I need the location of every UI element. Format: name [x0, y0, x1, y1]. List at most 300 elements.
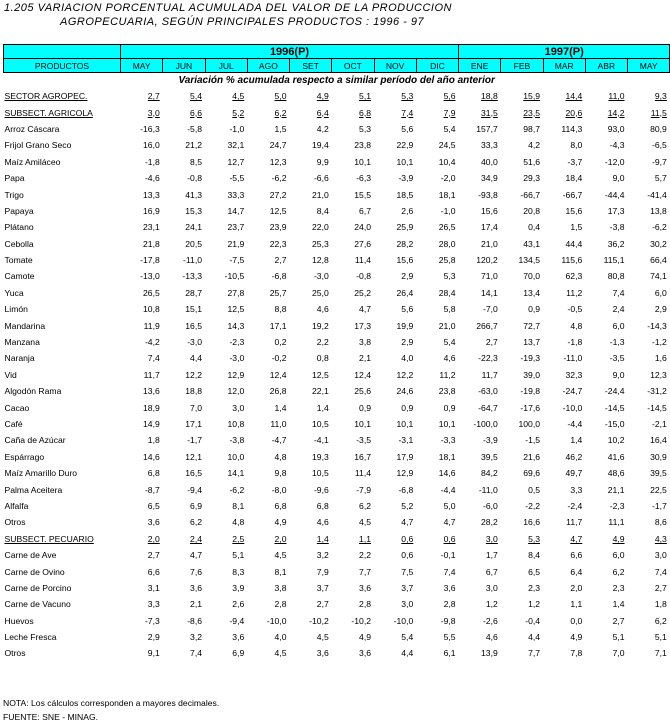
value-cell: -17,8	[140, 255, 160, 266]
value-cell: 24,6	[396, 386, 414, 397]
value-cell: 6,0	[612, 550, 625, 561]
value-cell: 15,5	[354, 189, 371, 200]
value-cell: 0,9	[528, 304, 541, 315]
value-cell: 2,7	[654, 582, 667, 593]
value-cell: 7,7	[528, 648, 541, 659]
value-cell: -1,0	[440, 205, 456, 216]
value-cell: 12,5	[269, 205, 287, 216]
row-label: Cebolla	[4, 238, 34, 249]
value-cell: 16,5	[185, 320, 202, 331]
value-cell: 12,8	[312, 255, 329, 266]
value-cell: 5,6	[443, 91, 456, 102]
table-row	[4, 383, 670, 399]
value-cell: 24,5	[438, 140, 456, 151]
value-cell: 16,9	[143, 205, 160, 216]
row-label: Plátano	[4, 222, 34, 233]
value-cell: 4,7	[570, 533, 583, 544]
month-header: JUL	[205, 59, 247, 73]
value-cell: -1,3	[609, 337, 625, 348]
value-cell: 0,8	[316, 353, 329, 364]
value-cell: 4,5	[359, 517, 371, 528]
value-cell: -11,0	[563, 353, 583, 364]
value-cell: 3,6	[316, 648, 329, 659]
value-cell: 14,6	[143, 451, 160, 462]
value-cell: 16,6	[523, 517, 541, 528]
value-cell: 7,0	[612, 648, 625, 659]
value-cell: 3,2	[316, 550, 329, 561]
table-row	[4, 563, 670, 579]
value-cell: 84,2	[481, 468, 498, 479]
month-header: SET	[290, 59, 332, 73]
value-cell: 21,8	[143, 238, 160, 249]
table-row	[4, 613, 670, 629]
value-cell: 13,6	[143, 386, 160, 397]
month-header: DIC	[416, 59, 458, 73]
value-cell: -66,7	[562, 189, 583, 200]
value-cell: 12,9	[227, 369, 245, 380]
value-cell: 66,4	[650, 255, 667, 266]
row-label: Caña de Azúcar	[4, 435, 66, 446]
row-label: Mandarina	[4, 320, 46, 331]
value-cell: 8,6	[654, 517, 667, 528]
value-cell: 4,0	[401, 353, 414, 364]
value-cell: 4,5	[316, 632, 329, 643]
value-cell: -6,8	[271, 271, 287, 282]
value-cell: 2,3	[528, 582, 541, 593]
value-cell: -6,3	[356, 173, 371, 184]
value-cell: 3,8	[274, 582, 287, 593]
value-cell: -2,3	[229, 337, 245, 348]
value-cell: 5,4	[401, 632, 414, 643]
value-cell: 70,0	[523, 271, 541, 282]
value-cell: 115,1	[603, 255, 625, 266]
value-cell: 3,0	[401, 599, 414, 610]
value-cell: 17,9	[396, 451, 414, 462]
table-source: FUENTE: SNE - MINAG.	[3, 712, 99, 722]
value-cell: -3,7	[567, 156, 583, 167]
table-row	[4, 596, 670, 612]
value-cell: -9,4	[187, 484, 202, 495]
value-cell: 11,5	[650, 107, 667, 118]
value-cell: 4,9	[316, 91, 329, 102]
value-cell: 25,8	[438, 255, 456, 266]
value-cell: 8,5	[190, 156, 202, 167]
value-cell: 4,7	[401, 517, 414, 528]
value-cell: 6,6	[570, 550, 583, 561]
row-label: Carne de Ovino	[4, 566, 65, 577]
value-cell: 4,2	[528, 140, 541, 151]
value-cell: 4,6	[316, 517, 329, 528]
value-cell: -6,8	[398, 484, 414, 495]
value-cell: 3,0	[147, 107, 160, 118]
value-cell: 115,6	[561, 255, 583, 266]
month-header: JUN	[163, 59, 205, 73]
value-cell: 6,4	[316, 107, 329, 118]
value-cell: 10,0	[227, 451, 245, 462]
value-cell: 10,2	[607, 435, 625, 446]
value-cell: 3,0	[654, 550, 667, 561]
value-cell: 5,5	[443, 632, 456, 643]
value-cell: 23,8	[354, 140, 371, 151]
value-cell: 0,6	[401, 550, 414, 561]
value-cell: 19,3	[312, 451, 329, 462]
value-cell: 14,1	[481, 287, 498, 298]
value-cell: -3,0	[229, 353, 245, 364]
value-cell: 9,0	[612, 369, 625, 380]
row-label: Limón	[4, 304, 28, 315]
row-label: Tomate	[4, 255, 33, 266]
value-cell: 7,4	[190, 648, 202, 659]
section-row	[4, 88, 670, 104]
value-cell: 22,5	[650, 484, 667, 495]
value-cell: -7,5	[229, 255, 245, 266]
value-cell: 46,2	[565, 451, 583, 462]
value-cell: 14,4	[565, 91, 583, 102]
value-cell: 23,8	[438, 386, 456, 397]
value-cell: 10,1	[438, 419, 456, 429]
value-cell: 19,2	[312, 320, 329, 331]
month-header: ENE	[459, 59, 501, 73]
value-cell: 6,2	[274, 107, 287, 118]
value-cell: -1,7	[652, 500, 667, 511]
products-column-header: PRODUCTOS	[4, 59, 121, 73]
value-cell: 1,2	[528, 599, 541, 610]
value-cell: 40,0	[481, 156, 498, 167]
value-cell: 26,8	[269, 386, 287, 397]
table-row	[4, 514, 670, 530]
value-cell: -7,3	[144, 615, 160, 626]
value-cell: 1,4	[274, 402, 287, 413]
value-cell: -0,2	[271, 353, 287, 364]
value-cell: -14,5	[604, 402, 625, 413]
value-cell: 4,5	[232, 91, 245, 102]
value-cell: -3,9	[482, 435, 498, 446]
value-cell: 2,8	[274, 599, 287, 610]
value-cell: 3,0	[232, 402, 245, 413]
value-cell: 4,7	[190, 550, 202, 561]
value-cell: 21,2	[185, 140, 202, 151]
value-cell: -10,2	[309, 615, 329, 626]
value-cell: 24,1	[185, 222, 202, 233]
row-label: Alfalfa	[4, 500, 29, 511]
row-label: Leche Fresca	[4, 632, 57, 643]
value-cell: 12,0	[227, 386, 245, 397]
table-row	[4, 219, 670, 235]
value-cell: -0,5	[567, 304, 583, 315]
row-label: Otros	[4, 517, 26, 528]
value-cell: 18,1	[438, 451, 456, 462]
value-cell: 9,1	[147, 648, 160, 659]
value-cell: 11,4	[354, 255, 371, 266]
value-cell: -1,2	[652, 337, 667, 348]
value-cell: 5,0	[443, 500, 456, 511]
value-cell: 18,9	[143, 402, 160, 413]
value-cell: -93,8	[478, 189, 498, 200]
table-row	[4, 547, 670, 563]
row-label: Papaya	[4, 205, 34, 216]
value-cell: 33,3	[481, 140, 498, 151]
value-cell: 0,9	[359, 402, 371, 413]
table-row	[4, 334, 670, 350]
value-cell: 12,5	[227, 304, 245, 315]
value-cell: 4,3	[654, 533, 667, 544]
value-cell: 3,7	[316, 582, 329, 593]
row-label: Papa	[4, 173, 25, 184]
table-row	[4, 580, 670, 596]
value-cell: 2,2	[316, 337, 329, 348]
value-cell: 25,2	[354, 287, 371, 298]
value-cell: 16,4	[650, 435, 667, 446]
value-cell: 17,1	[269, 320, 287, 331]
value-cell: 11,0	[608, 91, 625, 102]
value-cell: 16,5	[185, 468, 202, 479]
value-cell: 4,5	[274, 648, 287, 659]
month-header: MAY	[628, 59, 670, 73]
table-row	[4, 498, 670, 514]
value-cell: -13,3	[182, 271, 202, 282]
value-cell: 3,8	[359, 337, 371, 348]
value-cell: 2,4	[190, 533, 202, 544]
value-cell: 13,9	[481, 648, 498, 659]
value-cell: -9,6	[313, 484, 329, 495]
value-cell: 14,2	[607, 107, 625, 118]
value-cell: 27,6	[354, 238, 371, 249]
value-cell: 4,5	[274, 550, 287, 561]
value-cell: 29,3	[523, 173, 541, 184]
row-label: SECTOR AGROPEC.	[4, 91, 88, 102]
table-row	[4, 481, 670, 497]
value-cell: 21,6	[523, 451, 541, 462]
value-cell: 5,0	[274, 91, 287, 102]
value-cell: 8,0	[570, 140, 583, 151]
row-label: Algodón Rama	[4, 386, 62, 397]
value-cell: 6,8	[147, 468, 160, 479]
month-header: ABR	[585, 59, 627, 73]
month-header: AGO	[247, 59, 289, 73]
value-cell: 2,6	[401, 205, 414, 216]
value-cell: 2,9	[654, 304, 667, 315]
value-cell: 0,2	[274, 337, 287, 348]
value-cell: -3,0	[313, 271, 329, 282]
production-variation-table	[3, 44, 670, 662]
value-cell: 4,9	[274, 517, 287, 528]
value-cell: 5,8	[443, 304, 456, 315]
row-label: Carne de Vacuno	[4, 599, 71, 610]
value-cell: 49,7	[565, 468, 583, 479]
value-cell: 3,0	[485, 533, 498, 544]
value-cell: 7,1	[654, 648, 667, 659]
value-cell: 15,6	[565, 205, 583, 216]
value-cell: -8,7	[144, 484, 160, 495]
value-cell: 6,2	[190, 517, 202, 528]
value-cell: -2,2	[525, 500, 541, 511]
value-cell: 4,4	[190, 353, 202, 364]
value-cell: 22,1	[312, 386, 329, 397]
row-label: Naranja	[4, 353, 35, 364]
value-cell: -4,2	[144, 337, 160, 348]
value-cell: -1,8	[567, 337, 583, 348]
value-cell: 5,3	[359, 123, 371, 134]
value-cell: 32,3	[565, 369, 583, 380]
value-cell: 39,0	[523, 369, 541, 380]
value-cell: 8,1	[274, 566, 287, 577]
row-label: Carne de Porcino	[4, 582, 72, 593]
value-cell: 14,6	[438, 468, 456, 479]
value-cell: -15,0	[604, 419, 625, 429]
value-cell: 28,0	[438, 238, 456, 249]
value-cell: 3,6	[232, 632, 245, 643]
value-cell: 15,3	[185, 205, 202, 216]
value-cell: -100,0	[473, 419, 498, 429]
table-title-line-1: 1.205 VARIACION PORCENTUAL ACUMULADA DEL VALOR DE LA PRODUCCION	[4, 2, 452, 14]
value-cell: 6,8	[316, 500, 329, 511]
value-cell: 6,7	[485, 566, 498, 577]
table-row	[4, 186, 670, 202]
value-cell: -1,7	[187, 435, 202, 446]
value-cell: 1,5	[570, 222, 583, 233]
value-cell: -8,6	[187, 615, 202, 626]
value-cell: 4,4	[401, 648, 414, 659]
table-row	[4, 301, 670, 317]
value-cell: 74,1	[650, 271, 667, 282]
value-cell: 0,9	[401, 402, 414, 413]
value-cell: 4,7	[443, 517, 456, 528]
value-cell: 11,7	[143, 369, 160, 380]
value-cell: 0,6	[401, 533, 414, 544]
value-cell: 11,2	[566, 287, 583, 298]
value-cell: 36,2	[607, 238, 625, 249]
table-row	[4, 449, 670, 465]
value-cell: 12,3	[269, 156, 287, 167]
value-cell: 5,7	[654, 173, 667, 184]
value-cell: 6,7	[359, 205, 371, 216]
value-cell: -3,3	[440, 435, 456, 446]
value-cell: 14,9	[143, 419, 160, 429]
value-cell: 15,1	[185, 304, 202, 315]
value-cell: 30,2	[650, 238, 667, 249]
value-cell: 10,1	[396, 156, 414, 167]
value-cell: 2,7	[147, 550, 160, 561]
value-cell: 114,3	[561, 123, 583, 134]
value-cell: 4,6	[316, 304, 329, 315]
value-cell: -3,9	[398, 173, 414, 184]
value-cell: 5,1	[359, 91, 371, 102]
row-label: Carne de Ave	[4, 550, 57, 561]
table-row	[4, 170, 670, 186]
value-cell: -0,1	[440, 550, 456, 561]
value-cell: 93,0	[607, 123, 625, 134]
value-cell: 2,0	[274, 533, 287, 544]
value-cell: 4,8	[232, 517, 245, 528]
value-cell: 18,5	[396, 189, 414, 200]
value-cell: 62,3	[565, 271, 583, 282]
value-cell: 5,3	[443, 271, 456, 282]
value-cell: 4,4	[528, 632, 541, 643]
value-cell: 17,1	[185, 419, 202, 429]
value-cell: -4,6	[144, 173, 160, 184]
value-cell: 8,3	[232, 566, 245, 577]
value-cell: 2,7	[274, 255, 287, 266]
value-cell: 1,4	[316, 533, 329, 544]
value-cell: 12,2	[185, 369, 202, 380]
value-cell: -2,4	[567, 500, 583, 511]
value-cell: 10,8	[227, 419, 245, 429]
value-cell: 20,6	[565, 107, 583, 118]
value-cell: 7,4	[401, 107, 414, 118]
value-cell: 7,4	[443, 566, 456, 577]
value-cell: 15,6	[396, 255, 414, 266]
value-cell: 39,5	[481, 451, 498, 462]
table-row	[4, 645, 670, 661]
value-cell: 3,0	[485, 582, 498, 593]
value-cell: -11,0	[478, 484, 498, 495]
value-cell: 7,4	[654, 566, 667, 577]
value-cell: 10,1	[354, 156, 371, 167]
value-cell: 80,8	[607, 271, 625, 282]
value-cell: 3,6	[190, 582, 202, 593]
table-header	[4, 45, 670, 73]
value-cell: 3,1	[147, 582, 160, 593]
value-cell: 4,8	[274, 451, 287, 462]
value-cell: 5,6	[401, 123, 414, 134]
month-header: NOV	[374, 59, 416, 73]
table-row	[4, 367, 670, 383]
value-cell: 6,5	[528, 566, 541, 577]
value-cell: 14,1	[227, 468, 245, 479]
table-body	[4, 88, 670, 662]
value-cell: 12,5	[312, 369, 329, 380]
value-cell: 5,1	[654, 632, 667, 643]
value-cell: 16,7	[354, 451, 371, 462]
value-cell: -14,5	[647, 402, 667, 413]
value-cell: 23,9	[269, 222, 287, 233]
value-cell: 21,0	[312, 189, 329, 200]
value-cell: -19,3	[520, 353, 541, 364]
row-label: SUBSECT. PECUARIO	[4, 533, 94, 544]
value-cell: -2,1	[652, 419, 667, 429]
value-cell: 20,8	[523, 205, 541, 216]
value-cell: 5,2	[401, 500, 414, 511]
value-cell: -4,7	[271, 435, 287, 446]
row-label: Frijol Grano Seco	[4, 140, 72, 151]
value-cell: 6,2	[654, 615, 667, 626]
table-caption: Variación % acumulada respecto a similar período del año anterior	[178, 75, 495, 86]
value-cell: 4,6	[485, 632, 498, 643]
value-cell: -7,0	[482, 304, 498, 315]
value-cell: 14,7	[227, 205, 245, 216]
value-cell: 2,0	[570, 582, 583, 593]
value-cell: -10,5	[224, 271, 245, 282]
value-cell: 12,2	[396, 369, 414, 380]
value-cell: 3,7	[401, 582, 414, 593]
table-row	[4, 399, 670, 415]
value-cell: 6,4	[570, 566, 583, 577]
value-cell: -6,2	[271, 173, 287, 184]
value-cell: 48,6	[607, 468, 625, 479]
value-cell: -9,7	[652, 156, 667, 167]
value-cell: 2,9	[401, 337, 414, 348]
value-cell: 7,9	[316, 566, 329, 577]
value-cell: 44,4	[565, 238, 583, 249]
value-cell: -31,2	[647, 386, 667, 397]
row-label: Café	[4, 419, 23, 429]
value-cell: -22,3	[478, 353, 498, 364]
value-cell: -9,4	[229, 615, 245, 626]
value-cell: 15,9	[523, 91, 541, 102]
value-cell: 7,5	[401, 566, 414, 577]
table-row	[4, 137, 670, 153]
value-cell: 21,0	[481, 238, 498, 249]
